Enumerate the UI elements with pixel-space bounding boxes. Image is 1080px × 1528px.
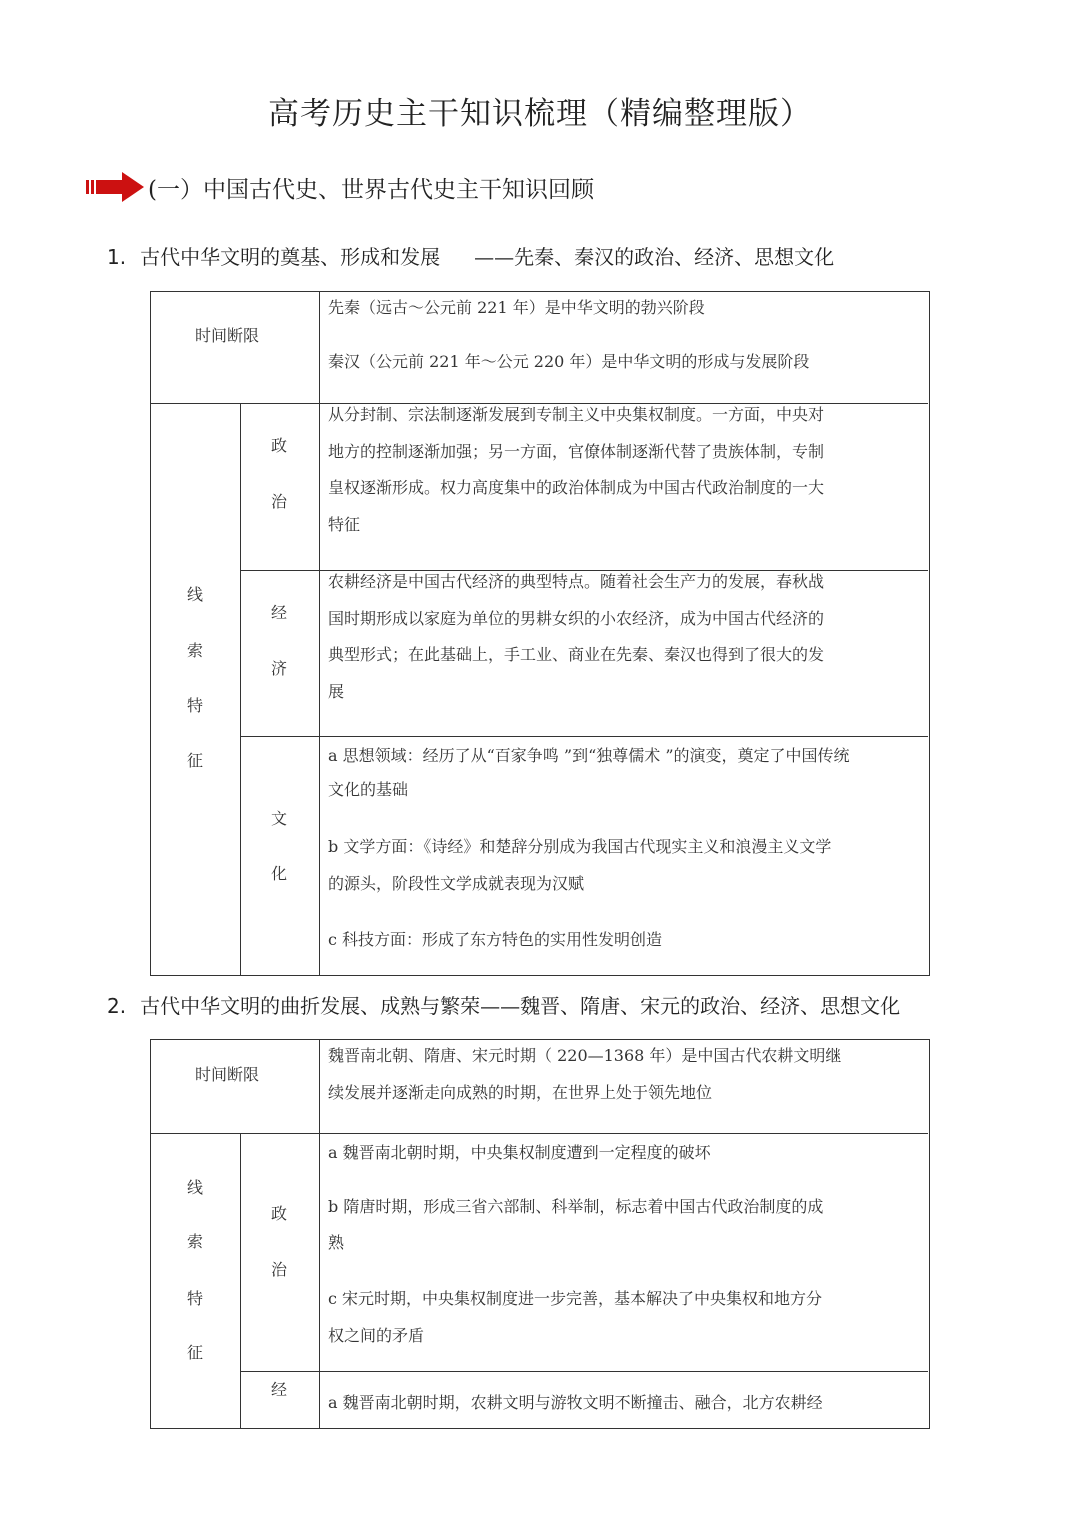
document-title: 高考历史主干知识梳理（精编整理版） [268, 96, 812, 132]
time-line-2: 秦汉（公元前 221 年～公元 220 年）是中华文明的形成与发展阶段 [328, 352, 810, 371]
part1-heading-text: 古代中华文明的奠基、形成和发展 [140, 245, 441, 269]
part2-heading-text: 古代中华文明的曲折发展、成熟与繁荣——魏晋、隋唐、宋元的政治、经济、思想文化 [140, 994, 901, 1018]
table-part1: 时间断限 先秦（远古～公元前 221 年）是中华文明的勃兴阶段 秦汉（公元前 221 年～公元 220 年）是中华文明的形成与发展阶段 线 索 特 征 政 治 从分封制、宗法制逐渐发展到专制主义中央集权制度。一方面，中央对 地方的控制逐渐加强；另一方面，官僚体制逐渐代替了贵族体制，专制 皇权逐渐形成。权力高度集中的政治体制成为中国古代政治制度的一大 特征 经 济 农耕经济是中国古代经济的典型特点。随着社会生产力的发展，春秋战 国时期形成以家庭为单位的男耕女织的小农经济，成为中国古代经济的 典型形式；在此基础上，手工业、商业在先秦、秦汉也得到了很大的发 展 文 化 a 思想领域：经历了从“百家争鸣 ”到“独尊儒术 ”的演变，奠定了中国传统 文化的基础 b 文学方面：《诗经》和楚辞分别成为我国古代现实主义和浪漫主义文学 的源头，阶段性文学成就表现为汉赋 c 科技方面：形成了东方特色的实用性发明创造 [150, 291, 930, 976]
politics2-item-b: b 隋唐时期，形成三省六部制、科举制，标志着中国古代政治制度的成 [328, 1197, 824, 1216]
economy2-item-a: a 魏晋南北朝时期，农耕文明与游牧文明不断撞击、融合，北方农耕经 [328, 1393, 823, 1412]
politics2-item-b-cont: 熟 [328, 1233, 345, 1252]
culture-item-b: b 文学方面：《诗经》和楚辞分别成为我国古代现实主义和浪漫主义文学 [328, 837, 832, 856]
culture-item-c: c 科技方面：形成了东方特色的实用性发明创造 [328, 930, 663, 949]
politics2-item-c-cont: 权之间的矛盾 [328, 1326, 425, 1345]
part1-heading [107, 241, 834, 270]
section-heading-text: (一）中国古代史、世界古代史主干知识回顾 [148, 176, 594, 203]
part1-subheading: ——先秦、秦汉的政治、经济、思想文化 [474, 245, 835, 269]
economy-text: 农耕经济是中国古代经济的典型特点。随着社会生产力的发展，春秋战 国时期形成以家庭为单位的男耕女织的小农经济，成为中国古代经济的 典型形式；在此基础上，手工业、商业在先秦、秦汉也得到了很大的发 展 [328, 572, 825, 701]
part2-heading [107, 990, 900, 1019]
politics-text: 从分封制、宗法制逐渐发展到专制主义中央集权制度。一方面，中央对 地方的控制逐渐加强；另一方面，官僚体制逐渐代替了贵族体制，专制 皇权逐渐形成。权力高度集中的政治体制成为中国古代政治制度的一大 特征 [328, 405, 825, 534]
time2-line-2: 续发展并逐渐走向成熟的时期，在世界上处于领先地位 [328, 1083, 713, 1102]
part1-number: 1. [107, 245, 127, 269]
politics2-item-c: c 宋元时期，中央集权制度进一步完善，基本解决了中央集权和地方分 [328, 1289, 823, 1308]
politics2-item-a: a 魏晋南北朝时期，中央集权制度遭到一定程度的破坏 [328, 1143, 711, 1162]
time-label-2: 时间断限 [195, 1065, 260, 1084]
red-arrow-icon [86, 170, 146, 204]
culture-item-b-cont: 的源头，阶段性文学成就表现为汉赋 [328, 874, 585, 893]
culture-item-a: a 思想领域：经历了从“百家争鸣 ”到“独尊儒术 ”的演变，奠定了中国传统 [328, 746, 850, 765]
table-part2: 时间断限 魏晋南北朝、隋唐、宋元时期（ 220—1368 年）是中国古代农耕文明继 续发展并逐渐走向成熟的时期，在世界上处于领先地位 线 索 特 征 政 治 a 魏晋南北朝时期，中央集权制度遭到一定程度的破坏 b 隋唐时期，形成三省六部制、科举制，标志着中国古代政治制度的成 熟 c 宋元时期，中央集权制度进一步完善，基本解决了中央集权和地方分 权之间的矛盾 经 a 魏晋南北朝时期，农耕文明与游牧文明不断撞击、融合，北方农耕经 [150, 1039, 930, 1429]
time-line-1: 先秦（远古～公元前 221 年）是中华文明的勃兴阶段 [328, 298, 705, 317]
section-heading [86, 170, 594, 204]
time-label: 时间断限 [195, 326, 260, 345]
culture-item-a-cont: 文化的基础 [328, 780, 409, 799]
time2-line-1: 魏晋南北朝、隋唐、宋元时期（ 220—1368 年）是中国古代农耕文明继 [328, 1046, 842, 1065]
part2-number: 2. [107, 994, 127, 1018]
